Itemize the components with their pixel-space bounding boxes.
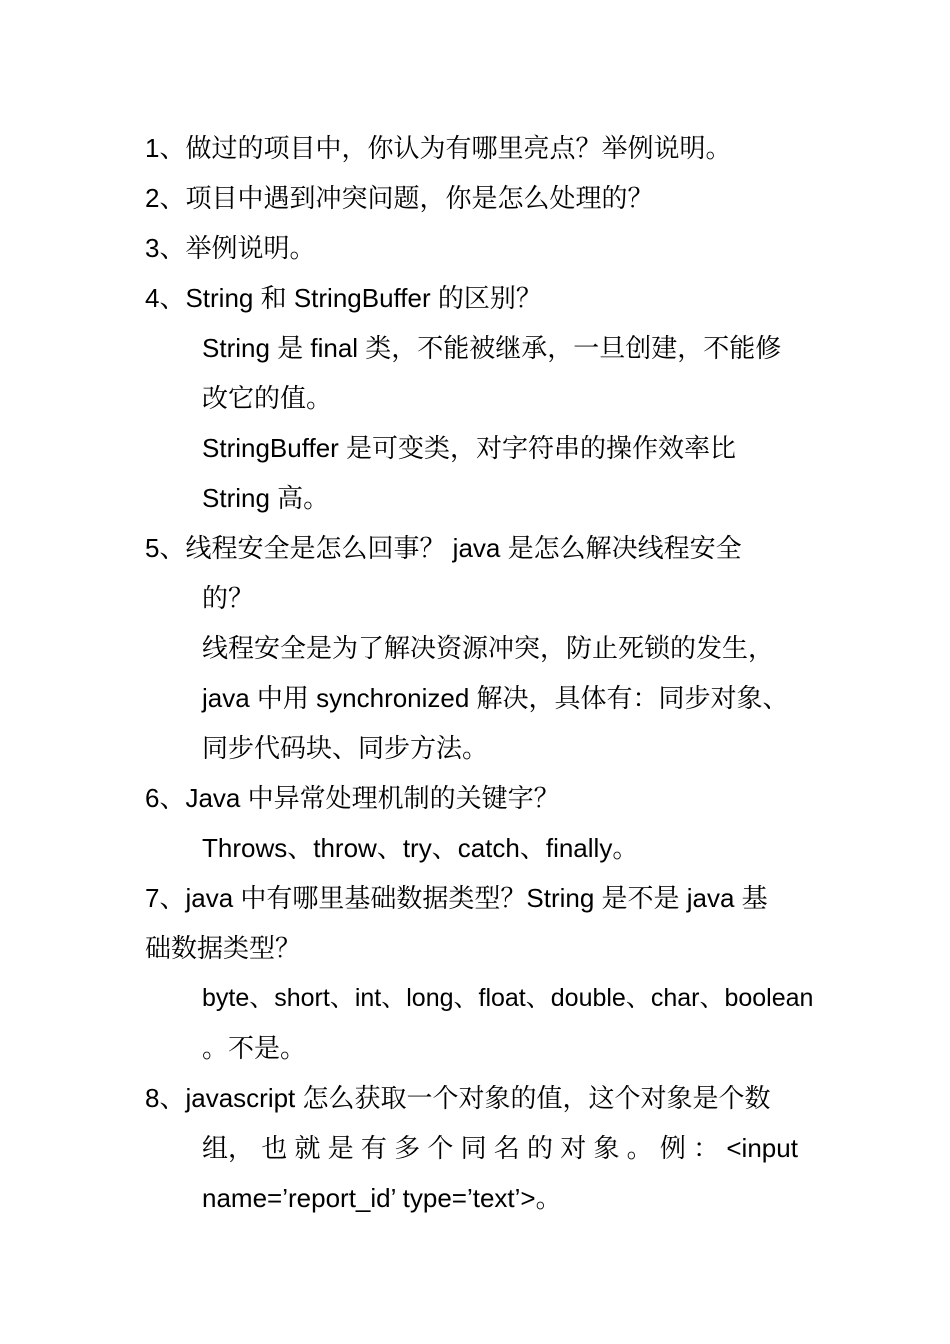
answer-4-line-4: String 高。: [202, 483, 330, 513]
question-1: 1、做过的项目中，你认为有哪里亮点？举例说明。: [145, 133, 732, 163]
answer-4-line-3: StringBuffer 是可变类，对字符串的操作效率比: [202, 433, 737, 463]
answer-5-line-1: 线程安全是为了解决资源冲突，防止死锁的发生，: [202, 633, 775, 663]
question-8-continued: 组， 也 就 是 有 多 个 同 名 的 对 象 。 例 ： <input: [202, 1133, 798, 1163]
question-8: 8、javascript 怎么获取一个对象的值，这个对象是个数: [145, 1083, 771, 1113]
question-3: 3、举例说明。: [145, 233, 316, 263]
question-5-continued: 的？: [202, 583, 255, 613]
question-4: 4、String 和 StringBuffer 的区别？: [145, 283, 542, 313]
answer-7-line-2: 。不是。: [202, 1033, 307, 1063]
question-6: 6、Java 中异常处理机制的关键字？: [145, 783, 560, 813]
answer-5-line-3: 同步代码块、同步方法。: [202, 733, 489, 763]
answer-5-line-2: java 中用 synchronized 解决，具体有：同步对象、: [202, 683, 789, 713]
question-7: 7、java 中有哪里基础数据类型？String 是不是 java 基: [145, 883, 768, 913]
question-5: 5、线程安全是怎么回事？ java 是怎么解决线程安全: [145, 533, 742, 563]
answer-6: Throws、throw、try、catch、finally。: [202, 833, 639, 863]
answer-4-line-2: 改它的值。: [202, 383, 333, 413]
question-8-code: name=’report_id’ type=’text’>。: [202, 1183, 562, 1213]
answer-7-line-1: byte、short、int、long、float、double、char、boolean: [202, 984, 814, 1012]
question-2: 2、项目中遇到冲突问题，你是怎么处理的？: [145, 183, 654, 213]
answer-4-line-1: String 是 final 类，不能被继承，一旦创建，不能修: [202, 333, 782, 363]
question-7-continued: 础数据类型？: [145, 933, 302, 963]
